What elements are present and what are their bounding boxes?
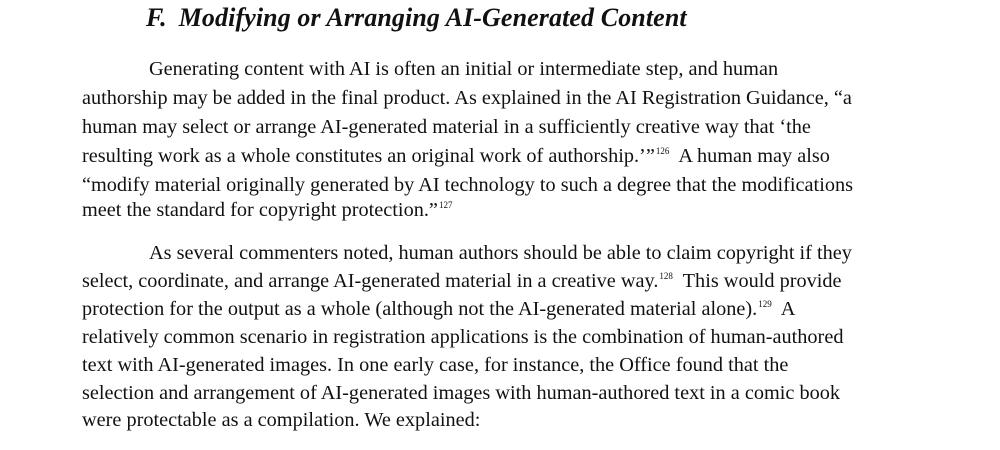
line-text: resulting work as a whole constitutes an original work of authorship.’” [82, 145, 655, 167]
paragraph-line: As several commenters noted, human authors should be able to claim copyright if they [149, 242, 852, 264]
line-text: A [771, 298, 796, 320]
footnote-marker: 126 [655, 146, 670, 156]
paragraph-line [82, 296, 795, 325]
section-title: Modifying or Arranging AI-Generated Content [178, 3, 687, 32]
paragraph-line: text with AI-generated images. In one early case, for instance, the Office found that the [82, 354, 789, 376]
paragraph-line [82, 143, 830, 172]
footnote-marker: 129 [758, 299, 772, 309]
section-heading [146, 3, 687, 33]
paragraph-line: Generating content with AI is often an initial or intermediate step, and human [149, 58, 779, 80]
footnote-marker: 128 [659, 271, 673, 281]
paragraph-line: “modify material originally generated by AI technology to such a degree that the modifications [82, 174, 854, 196]
footnote-marker: 127 [438, 200, 453, 210]
paragraph-line: human may select or arrange AI-generated material in a sufficiently creative way that ‘the [82, 116, 811, 138]
section-letter: F. [146, 3, 167, 32]
line-text: select, coordinate, and arrange AI-generated material in a creative way. [82, 270, 659, 292]
paragraph-line: authorship may be added in the final product. As explained in the AI Registration Guidance, “a [82, 87, 852, 109]
paragraph-line [82, 268, 842, 297]
line-text: A human may also [669, 145, 830, 167]
paragraph-line: were protectable as a compilation. We explained: [82, 409, 481, 431]
line-text: meet the standard for copyright protection.” [82, 199, 438, 221]
paragraph-line: selection and arrangement of AI-generated images with human-authored text in a comic book [82, 382, 841, 404]
line-text: This would provide [672, 270, 842, 292]
line-text: protection for the output as a whole (although not the AI-generated material alone). [82, 298, 758, 320]
paragraph-line: relatively common scenario in registration applications is the combination of human-authored [82, 326, 844, 348]
paragraph-line [82, 197, 452, 226]
